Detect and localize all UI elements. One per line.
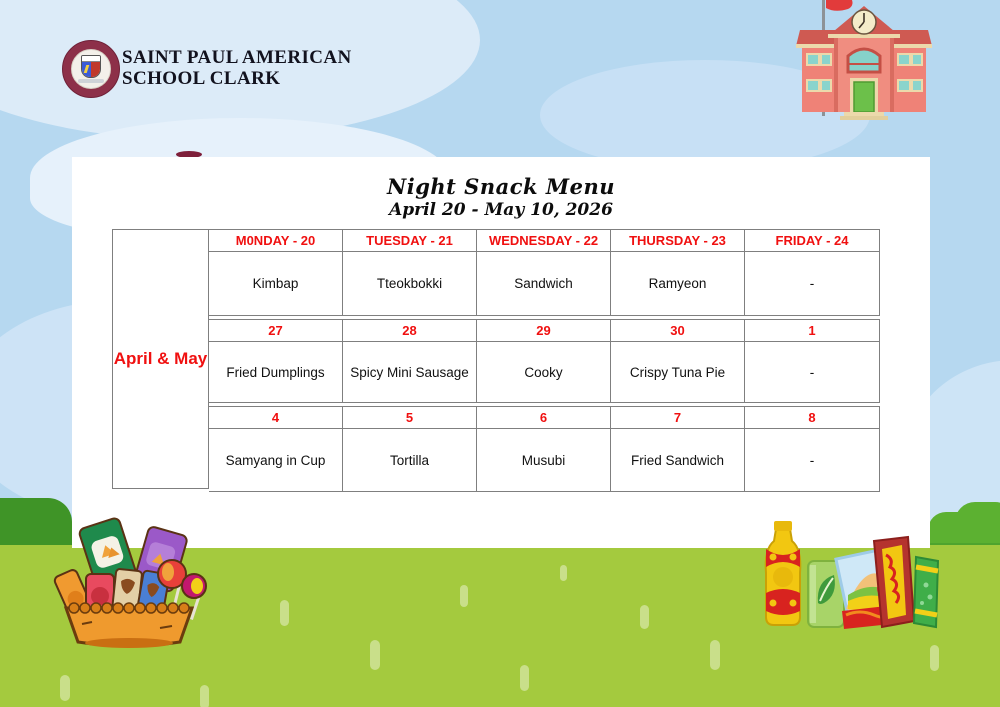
- menu-item-cell: Kimbap: [209, 252, 343, 315]
- month-label-cell: April & May: [112, 229, 209, 489]
- week-block-1: [209, 229, 880, 316]
- snack-basket-icon: [48, 512, 210, 650]
- menu-item-cell: Samyang in Cup: [209, 429, 343, 491]
- day-header-cell: THURSDAY - 23: [611, 230, 745, 252]
- school-name-line2: SCHOOL CLARK: [122, 68, 281, 89]
- menu-item-cell: -: [809, 364, 815, 380]
- day-header-cell: TUESDAY - 21: [343, 230, 477, 252]
- weeks-column: [209, 229, 880, 489]
- date-cell: 1: [745, 320, 879, 342]
- date-header-row: [209, 320, 879, 342]
- menu-title: Night Snack Menu: [387, 174, 615, 199]
- date-cell: 28: [343, 320, 477, 342]
- date-cell: 8: [745, 407, 879, 429]
- menu-item-cell: Tortilla: [343, 429, 477, 491]
- menu-item-row: [209, 252, 879, 315]
- date-cell: 5: [343, 407, 477, 429]
- seal-banner: [78, 79, 104, 83]
- menu-item-cell: Musubi: [477, 429, 611, 491]
- menu-table: [112, 229, 880, 489]
- menu-item-row: [209, 342, 879, 402]
- menu-date-range: April 20 - May 10, 2026: [389, 200, 613, 220]
- school-name-line1: SAINT PAUL AMERICAN: [122, 47, 352, 68]
- week-block-3: [209, 406, 880, 492]
- school-logo-seal-icon: [62, 40, 120, 98]
- menu-item-cell: Fried Dumplings: [209, 342, 343, 402]
- seal-inner-circle: [71, 49, 111, 89]
- day-header-cell: FRIDAY - 24: [745, 230, 879, 252]
- school-name: [122, 47, 352, 89]
- menu-item-cell: Spicy Mini Sausage: [343, 342, 477, 402]
- date-cell: 30: [611, 320, 745, 342]
- date-cell: 29: [477, 320, 611, 342]
- menu-item-cell: Ramyeon: [611, 252, 745, 315]
- menu-item-cell: Tteokbokki: [343, 252, 477, 315]
- day-header-cell: M0NDAY - 20: [209, 230, 343, 252]
- day-header-row: [209, 230, 879, 252]
- snack-row-icon: [750, 515, 942, 643]
- menu-item-cell: Crispy Tuna Pie: [611, 342, 745, 402]
- date-cell: 4: [209, 407, 343, 429]
- menu-item-cell: -: [809, 276, 815, 291]
- day-header-cell: WEDNESDAY - 22: [477, 230, 611, 252]
- date-cell: 27: [209, 320, 343, 342]
- menu-item-row: [209, 429, 879, 491]
- menu-item-cell: -: [809, 452, 815, 468]
- school-building-icon: [790, 0, 938, 120]
- seal-shield-icon: [81, 55, 101, 78]
- date-header-row: [209, 407, 879, 429]
- week-block-2: [209, 319, 880, 403]
- date-cell: 6: [477, 407, 611, 429]
- menu-item-cell: Cooky: [477, 342, 611, 402]
- menu-card: [72, 157, 930, 548]
- menu-item-cell: Fried Sandwich: [611, 429, 745, 491]
- date-cell: 7: [611, 407, 745, 429]
- menu-item-cell: Sandwich: [477, 252, 611, 315]
